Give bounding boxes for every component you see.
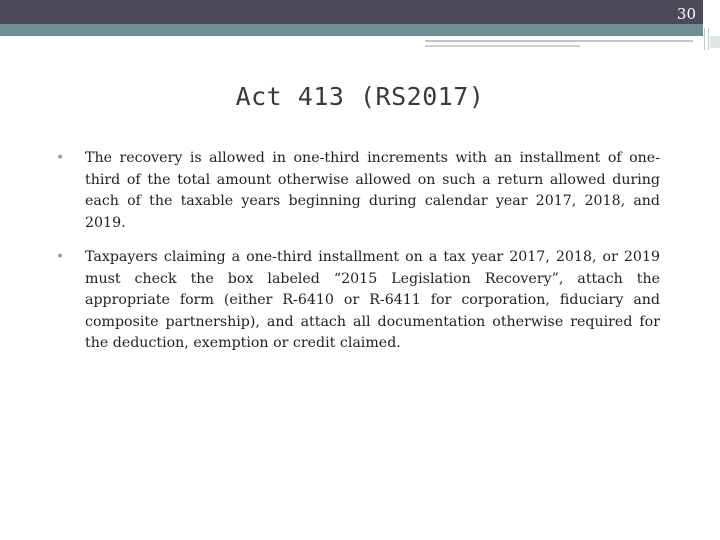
bullet-text: Taxpayers claiming a one-third installment on a tax year 2017, 2018, or 2019 must check the box labeled “2015 Legislation Recovery”, attach the appropriate form (either R-6410 or R-6411 for corporation, fiduciary and composite partnership), and attach all documentation otherwise required for the deduction, exemption or credit claimed. — [85, 249, 660, 351]
bullet-item — [56, 148, 660, 234]
bullet-list — [56, 148, 660, 368]
bullet-text: The recovery is allowed in one-third increments with an installment of one-third of the total amount otherwise allowed on such a return allowed during each of the taxable years beginning during calendar year 2017, 2018, and 2019. — [85, 150, 660, 231]
bullet-item — [56, 247, 660, 355]
bullet-marker: • — [56, 150, 65, 166]
decorative-vertical-line — [708, 28, 709, 50]
decorative-tab — [710, 36, 720, 48]
slide-title: Act 413 (RS2017) — [235, 82, 485, 111]
decorative-vertical-line — [704, 28, 705, 50]
header-accent-band — [0, 24, 703, 36]
header-bar — [0, 0, 703, 24]
decorative-line — [425, 40, 693, 42]
slide-number: 30 — [676, 5, 696, 23]
bullet-marker: • — [56, 249, 65, 265]
decorative-line — [425, 45, 580, 47]
